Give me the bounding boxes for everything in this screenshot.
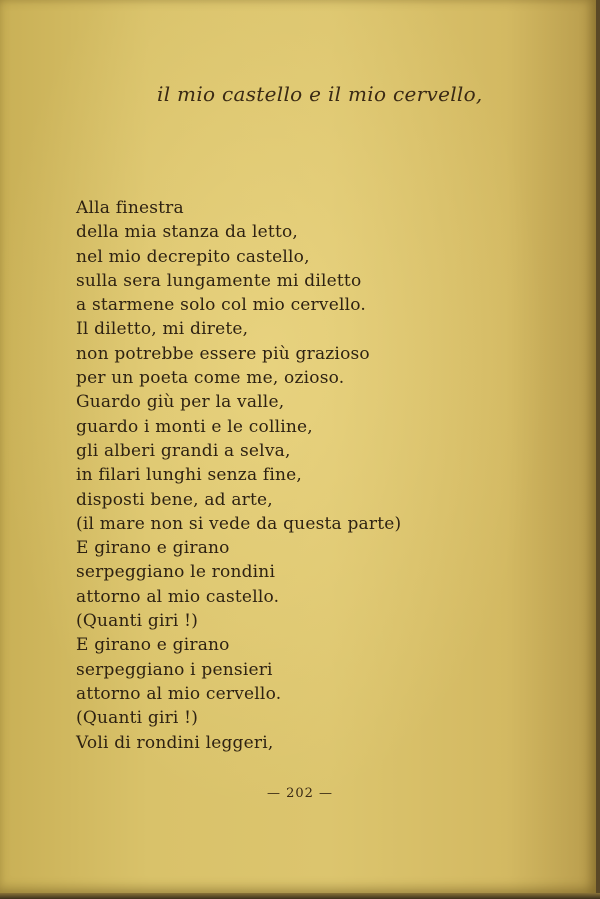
poem-line: in filari lunghi senza fine, xyxy=(76,465,303,486)
poem-line: della mia stanza da letto, xyxy=(76,222,299,243)
page-edge-bottom xyxy=(0,893,600,899)
poem-line: serpeggiano i pensieri xyxy=(76,659,273,680)
poem-line: Guardo giù per la valle, xyxy=(76,392,285,413)
poem-line: (il mare non si vede da questa parte) xyxy=(76,513,402,534)
poem-line: (Quanti giri !) xyxy=(76,708,199,729)
poem-line: Voli di rondini leggeri, xyxy=(76,732,274,753)
page-number: — 202 — xyxy=(266,786,334,801)
poem-line: nel mio decrepito castello, xyxy=(76,246,310,267)
poem-line: Alla finestra xyxy=(76,198,184,218)
poem-line: disposti bene, ad arte, xyxy=(76,489,273,510)
page-edge-right xyxy=(596,0,600,899)
poem-line: guardo i monti e le colline, xyxy=(76,416,313,437)
poem-line: non potrebbe essere più grazioso xyxy=(76,343,370,364)
poem-body xyxy=(76,196,496,755)
poem-line: E girano e girano xyxy=(76,635,230,656)
poem-line: a starmene solo col mio cervello. xyxy=(76,295,366,316)
poem-line: per un poeta come me, ozioso. xyxy=(76,368,345,389)
poem-line: (Quanti giri !) xyxy=(76,611,199,632)
poem-heading: il mio castello e il mio cervello, xyxy=(157,82,483,106)
poem-line: sulla sera lungamente mi diletto xyxy=(76,270,362,291)
poem-line: gli alberi grandi a selva, xyxy=(76,440,291,461)
poem-line: E girano e girano xyxy=(76,538,230,559)
poem-line: attorno al mio cervello. xyxy=(76,683,282,704)
poem-line: Il diletto, mi direte, xyxy=(76,319,249,340)
poem-line: serpeggiano le rondini xyxy=(76,562,276,583)
poem-line: attorno al mio castello. xyxy=(76,586,280,607)
